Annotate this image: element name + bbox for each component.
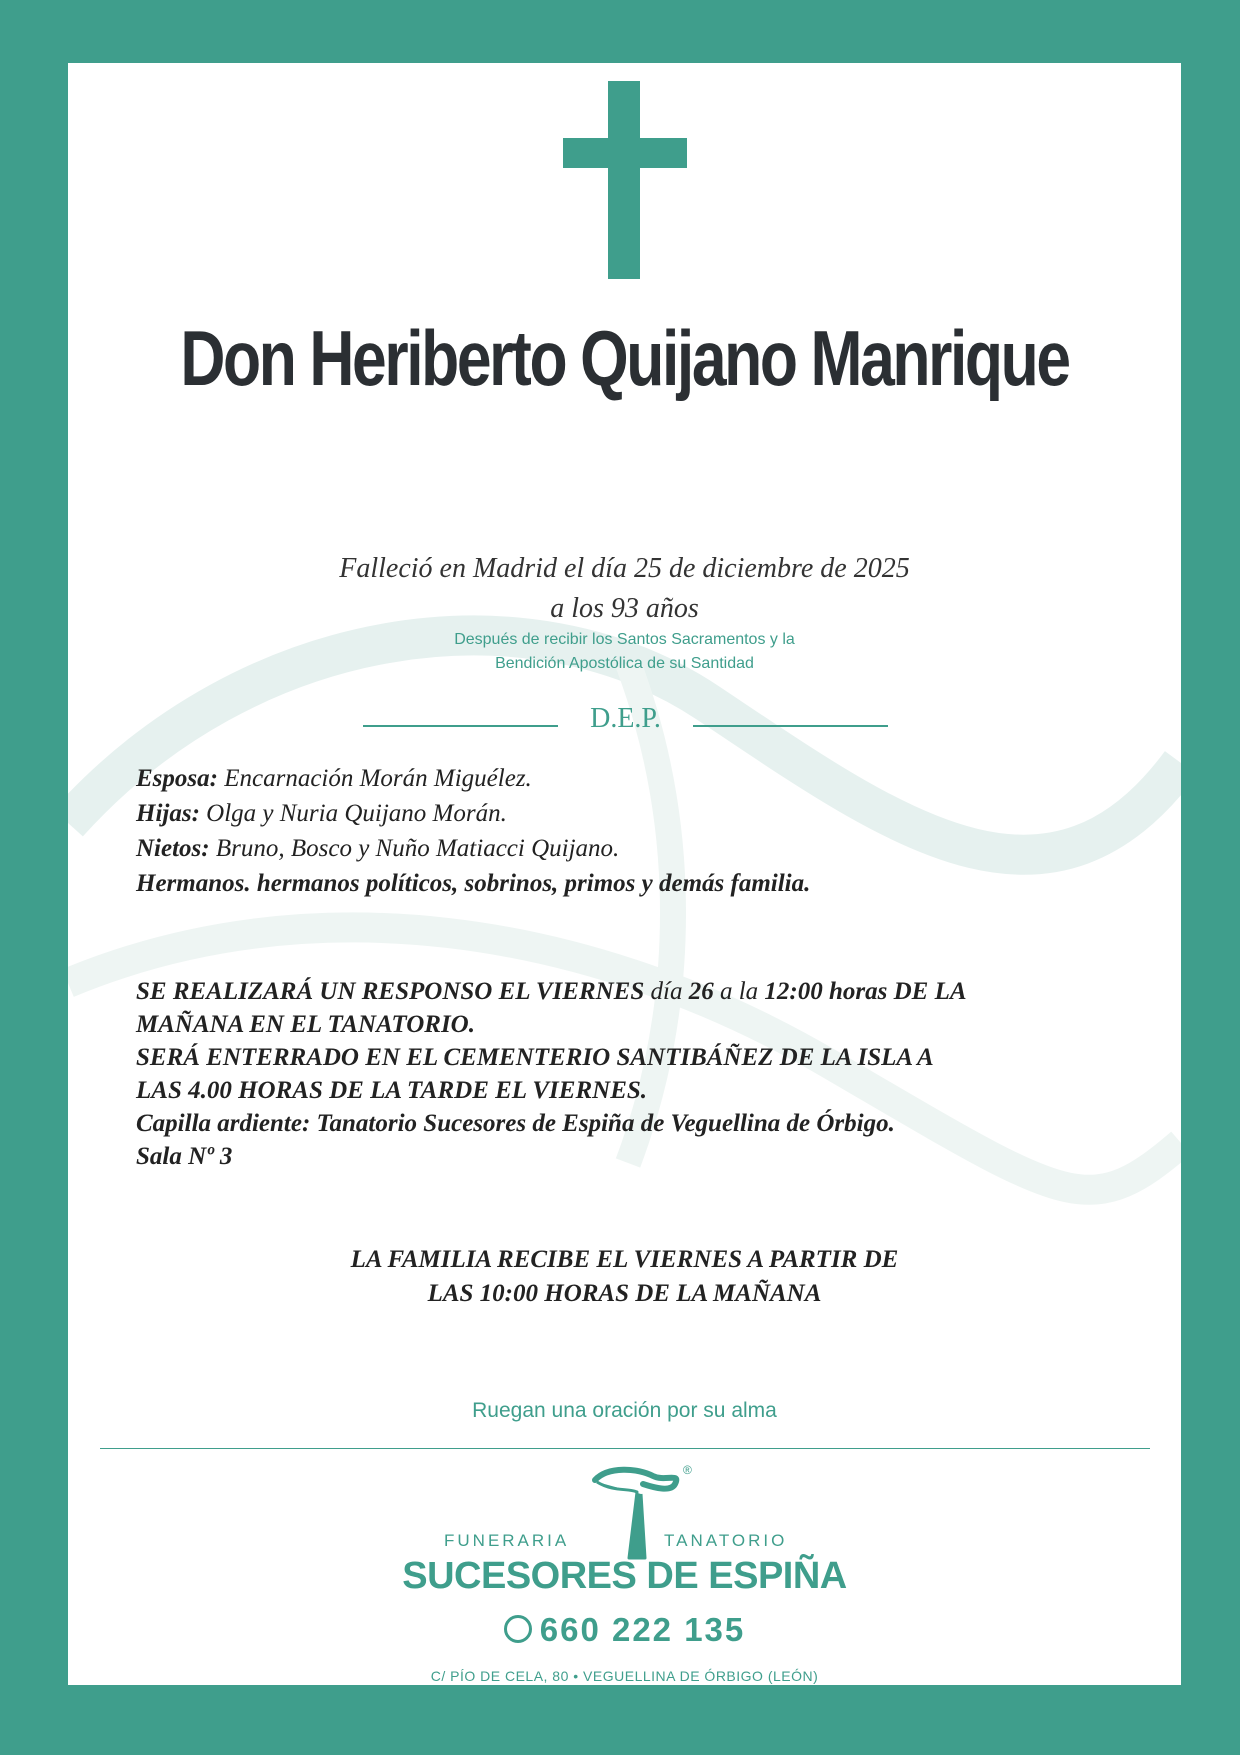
service-line-5: Capilla ardiente: Tanatorio Sucesores de Espiña de Veguellina de Órbigo. <box>136 1110 895 1137</box>
reception-line-1: LA FAMILIA RECIBE EL VIERNES A PARTIR DE <box>350 1246 899 1273</box>
death-info <box>68 549 1181 629</box>
sacraments-note <box>68 628 1181 676</box>
dep-divider <box>363 703 893 743</box>
service-line-3: SERÁ ENTERRADO EN EL CEMENTERIO SANTIBÁÑEZ DE LA ISLA A <box>136 1044 934 1071</box>
service-line-2: MAÑANA EN EL TANATORIO. <box>136 1011 475 1038</box>
family-daughters: Hijas: Olga y Nuria Quijano Morán. <box>136 800 507 827</box>
phone-contact <box>68 1611 1181 1649</box>
family-reception <box>68 1243 1181 1311</box>
divider-line-right <box>693 725 888 727</box>
family-wife: Esposa: Encarnación Morán Miguélez. <box>136 765 532 792</box>
company-address: C/ PÍO DE CELA, 80 • VEGUELLINA DE ÓRBIGO (LEÓN) <box>430 1668 819 1684</box>
service-details <box>136 975 1136 1173</box>
sacraments-line-2: Bendición Apostólica de su Santidad <box>495 655 754 672</box>
age: a los 93 años <box>550 593 699 624</box>
footer-rule <box>100 1448 1150 1449</box>
prayer-request: Ruegan una oración por su alma <box>472 1399 777 1422</box>
service-line-1: SE REALIZARÁ UN RESPONSO EL VIERNES día 26 a la 12:00 horas DE LA <box>136 978 967 1005</box>
phone-icon <box>504 1615 532 1643</box>
death-place-date: Falleció en Madrid el día 25 de diciembre de 2025 <box>339 553 910 584</box>
funeraria-label: FUNERARIA <box>444 1531 570 1550</box>
tanatorio-label: TANATORIO <box>664 1531 788 1550</box>
divider-line-left <box>363 725 558 727</box>
registered-mark: ® <box>683 1463 692 1477</box>
obituary-card <box>68 63 1181 1685</box>
family-others: Hermanos. hermanos políticos, sobrinos, primos y demás familia. <box>136 870 811 897</box>
dep-text: D.E.P. <box>590 703 661 734</box>
phone-number: 660 222 135 <box>539 1611 746 1648</box>
service-line-4: LAS 4.00 HORAS DE LA TARDE EL VIERNES. <box>136 1077 648 1104</box>
family-list <box>136 761 1116 901</box>
reception-line-2: LAS 10:00 HORAS DE LA MAÑANA <box>427 1280 822 1307</box>
service-line-6: Sala Nº 3 <box>136 1143 233 1170</box>
sacraments-line-1: Después de recibir los Santos Sacramentos y la <box>454 631 795 648</box>
company-name: SUCESORES DE ESPIÑA <box>402 1555 847 1597</box>
cross-icon <box>563 81 687 279</box>
deceased-name: Don Heriberto Quijano Manrique <box>180 314 1069 402</box>
family-grandchildren: Nietos: Bruno, Bosco y Nuño Matiacci Quijano. <box>136 835 620 862</box>
